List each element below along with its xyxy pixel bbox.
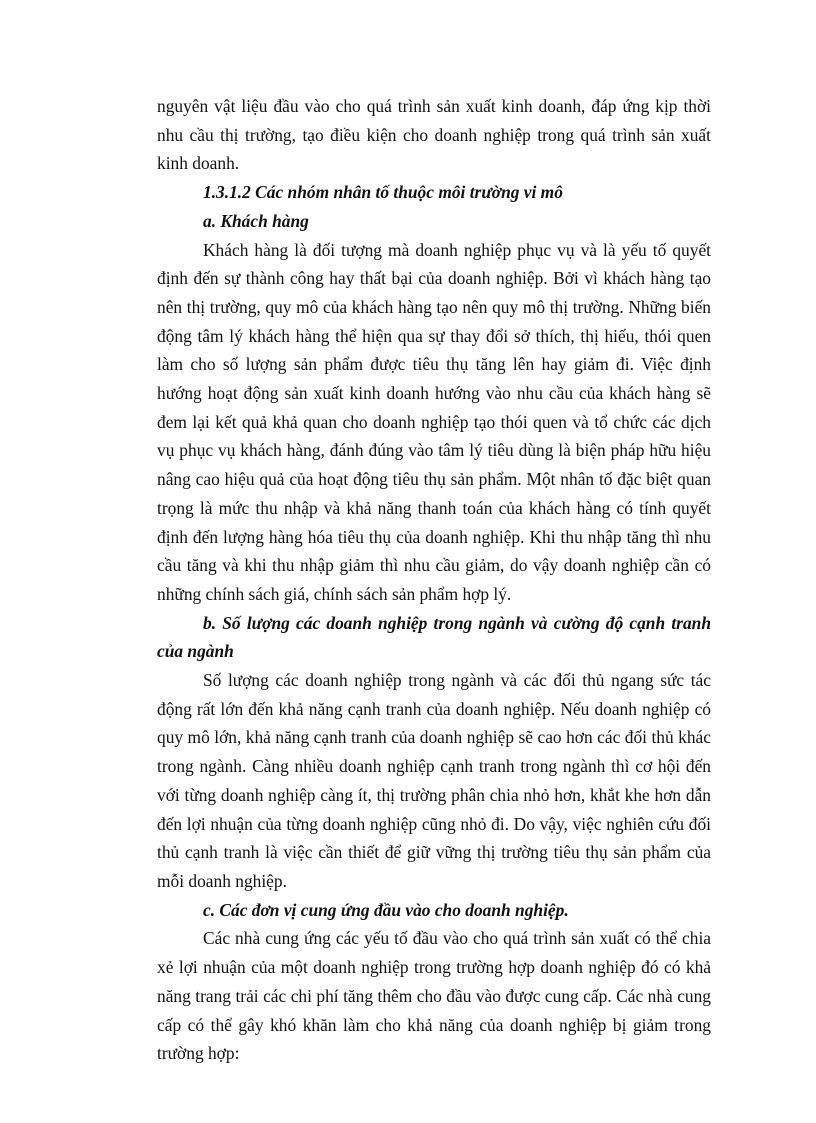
- paragraph-c: Các nhà cung ứng các yếu tố đầu vào cho quá trình sản xuất có thể chia xẻ lợi nhuận của một doanh nghiệp trong trường hợp doanh nghiệp đó có khả năng trang trải các chi phí tăng thêm cho đầu vào được cung cấp. Các nhà cung cấp có thể gây khó khăn làm cho khả năng của doanh nghiệp bị giảm trong trường hợp:: [157, 928, 711, 1064]
- heading-a: a. Khách hàng: [203, 210, 309, 231]
- document-page: [157, 92, 711, 1068]
- paragraph-intro: nguyên vật liệu đầu vào cho quá trình sản xuất kinh doanh, đáp ứng kịp thời nhu cầu thị trường, tạo điều kiện cho doanh nghiệp trong quá trình sản xuất kinh doanh.: [157, 96, 711, 174]
- heading-b: b. Số lượng các doanh nghiệp trong ngành và cường độ cạnh tranh của ngành: [157, 612, 711, 662]
- paragraph-b: Số lượng các doanh nghiệp trong ngành và các đối thủ ngang sức tác động rất lớn đến khả năng cạnh tranh của doanh nghiệp. Nếu doanh nghiệp có quy mô lớn, khả năng cạnh tranh của doanh nghiệp sẽ cao hơn các đối thủ khác trong ngành. Càng nhiều doanh nghiệp cạnh tranh trong ngành thì cơ hội đến với từng doanh nghiệp càng ít, thị trường phân chia nhỏ hơn, khắt khe hơn dẫn đến lợi nhuận của từng doanh nghiệp cũng nhỏ đi. Do vậy, việc nghiên cứu đối thủ cạnh tranh là việc cần thiết để giữ vững thị trường tiêu thụ sản phẩm của mỗi doanh nghiệp.: [157, 670, 711, 891]
- heading-c: c. Các đơn vị cung ứng đầu vào cho doanh nghiệp.: [203, 899, 569, 920]
- paragraph-a: Khách hàng là đối tượng mà doanh nghiệp phục vụ và là yếu tố quyết định đến sự thành công hay thất bại của doanh nghiệp. Bởi vì khách hàng tạo nên thị trường, quy mô của khách hàng tạo nên quy mô thị trường. Những biến động tâm lý khách hàng thể hiện qua sự thay đổi sở thích, thị hiếu, thói quen làm cho số lượng sản phẩm được tiêu thụ tăng lên hay giảm đi. Việc định hướng hoạt động sản xuất kinh doanh hướng vào nhu cầu của khách hàng sẽ đem lại kết quả khả quan cho doanh nghiệp tạo thói quen và tổ chức các dịch vụ phục vụ khách hàng, đánh đúng vào tâm lý tiêu dùng là biện pháp hữu hiệu nâng cao hiệu quả của hoạt động tiêu thụ sản phẩm. Một nhân tố đặc biệt quan trọng là mức thu nhập và khả năng thanh toán của khách hàng có tính quyết định đến lượng hàng hóa tiêu thụ của doanh nghiệp. Khi thu nhập tăng thì nhu cầu tăng và khi thu nhập giảm thì nhu cầu giảm, do vậy doanh nghiệp cần có những chính sách giá, chính sách sản phẩm hợp lý.: [157, 239, 711, 604]
- section-heading: 1.3.1.2 Các nhóm nhân tố thuộc môi trường vi mô: [203, 182, 563, 203]
